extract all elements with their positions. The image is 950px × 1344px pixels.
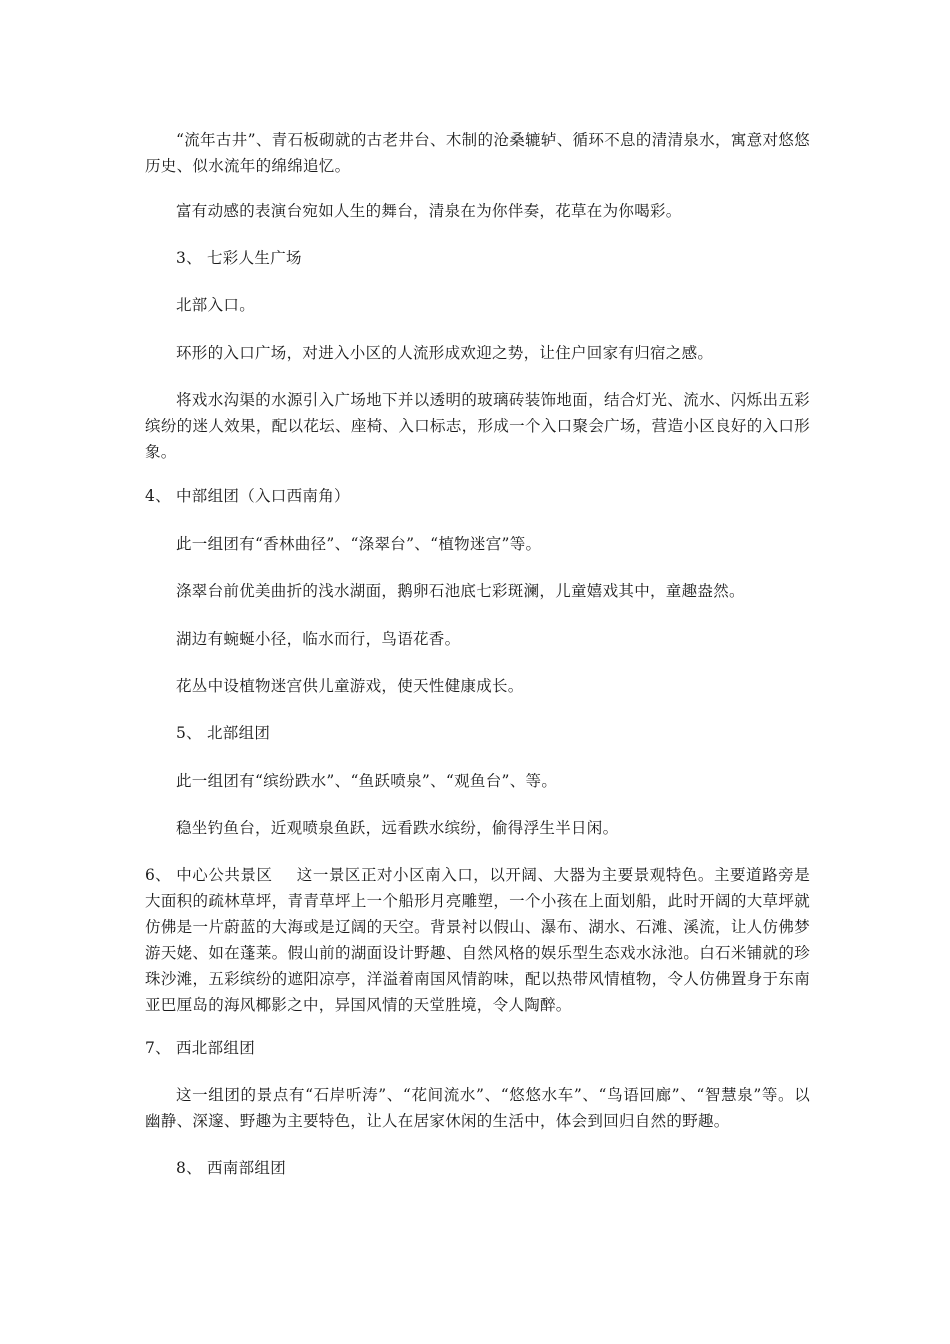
section-title: 中心公共景区: [176, 866, 273, 884]
paragraph-ring-plaza: 环形的入口广场，对进入小区的人流形成欢迎之势，让住户回家有归宿之感。: [176, 344, 714, 362]
section-number: 6、: [145, 866, 171, 884]
paragraph-maze: 花丛中设植物迷宫供儿童游戏，使天性健康成长。: [176, 677, 524, 695]
paragraph-section-6: [145, 862, 810, 1018]
heading-section-8: [176, 1155, 810, 1181]
paragraph-lake: 涤翠台前优美曲折的浅水湖面，鹅卵石池底七彩斑澜，儿童嬉戏其中，童趣盎然。: [176, 582, 745, 600]
section-title: 北部组团: [207, 724, 271, 742]
paragraph-path: 湖边有蜿蜒小径，临水而行，鸟语花香。: [176, 630, 461, 648]
heading-section-3: [176, 245, 810, 271]
section-title: 西北部组团: [176, 1039, 256, 1057]
paragraph-fishing: 稳坐钓鱼台，近观喷泉鱼跃，远看跌水缤纷，偷得浮生半日闲。: [176, 819, 619, 837]
heading-section-5: [176, 720, 810, 746]
paragraph-water-channel: 将戏水沟渠的水源引入广场地下并以透明的玻璃砖装饰地面，结合灯光、流水、闪烁出五彩缤纷的迷人效果，配以花坛、座椅、入口标志，形成一个入口聚会广场，营造小区良好的入口形象。: [145, 391, 810, 461]
section-number: 7、: [145, 1039, 171, 1057]
paragraph-stage: 富有动感的表演台宛如人生的舞台，清泉在为你伴奏，花草在为你喝彩。: [176, 202, 682, 220]
heading-section-7: [145, 1035, 810, 1061]
section-title: 七彩人生广场: [207, 249, 302, 267]
section-title: 中部组团（入口西南角）: [176, 487, 350, 505]
paragraph-central-group: 此一组团有“香林曲径”、“涤翠台”、“植物迷宫”等。: [176, 535, 542, 553]
paragraph-north-group: 此一组团有“缤纷跌水”、“鱼跃喷泉”、“观鱼台”、等。: [176, 772, 558, 790]
paragraph-northwest-group: 这一组团的景点有“石岸听涛”、“花间流水”、“悠悠水车”、“鸟语回廊”、“智慧泉”等。以幽静、深邃、野趣为主要特色，让人在居家休闲的生活中，体会到回归自然的野趣。: [145, 1086, 810, 1130]
paragraph-north-entrance: 北部入口。: [176, 296, 256, 314]
section-body: 这一景区正对小区南入口，以开阔、大器为主要景观特色。主要道路旁是大面积的疏林草坪，青青草坪上一个船形月亮雕塑，一个小孩在上面划船，此时开阔的大草坪就仿佛是一片蔚蓝的大海或是辽阔的天空。背景衬以假山、瀑布、湖水、石滩、溪流，让人仿佛梦游天姥、如在蓬莱。假山前的湖面设计野趣、自然风格的娱乐型生态戏水泳池。白石米铺就的珍珠沙滩，五彩缤纷的遮阳凉亭，洋溢着南国风情韵味，配以热带风情植物，令人仿佛置身于东南亚巴厘岛的海风椰影之中，异国风情的天堂胜境，令人陶醉。: [145, 866, 810, 1014]
section-number: 8、: [176, 1159, 202, 1177]
paragraph-ancient-well: “流年古井”、青石板砌就的古老井台、木制的沧桑辘轳、循环不息的清清泉水，寓意对悠悠历史、似水流年的绵绵追忆。: [145, 131, 810, 175]
section-title: 西南部组团: [207, 1159, 287, 1177]
section-number: 5、: [176, 724, 202, 742]
section-number: 3、: [176, 249, 202, 267]
section-number: 4、: [145, 487, 171, 505]
heading-section-4: [145, 483, 810, 509]
